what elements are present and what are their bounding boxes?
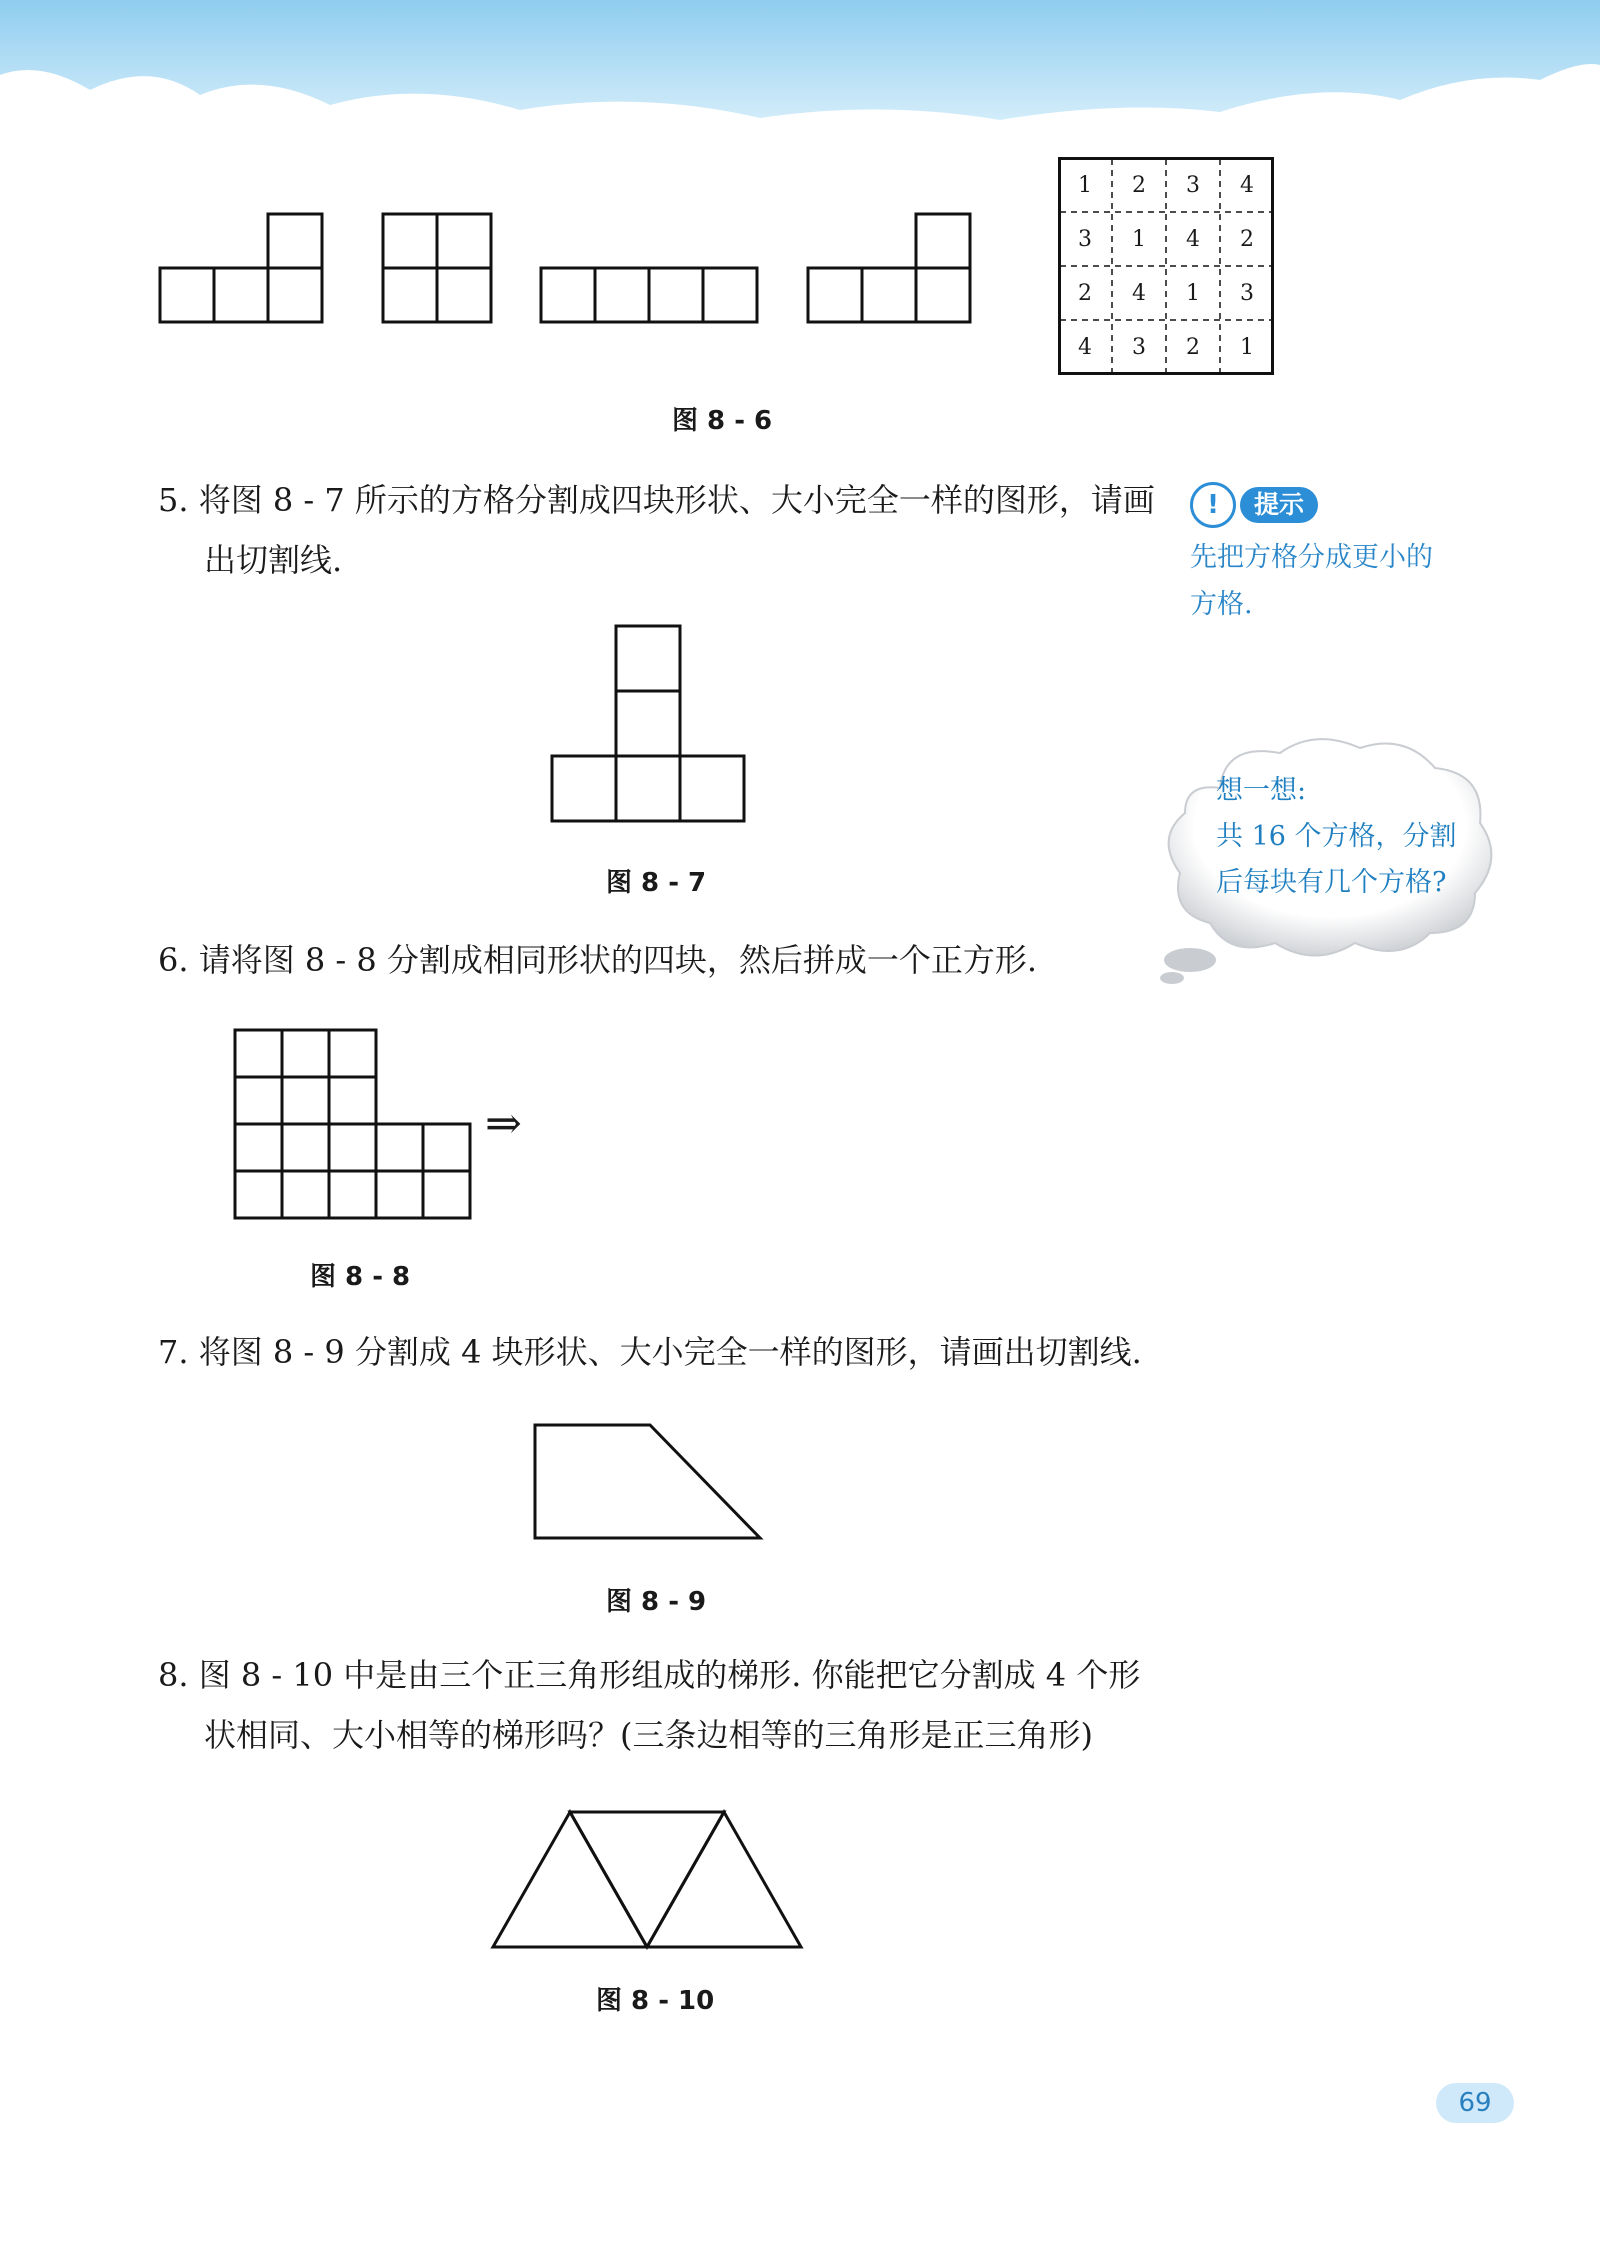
question-7 — [158, 1322, 1168, 1382]
figure-8-6-caption: 图 8 - 6 — [672, 406, 773, 436]
question-7-line1: 将图 8 - 9 分割成 4 块形状、大小完全一样的图形，请画出切割线. — [198, 1333, 1142, 1371]
figure-8-8-grid-shape — [230, 1025, 475, 1225]
figure-8-9-trapezoid — [530, 1420, 770, 1545]
grid-cell: 1 — [1186, 281, 1200, 306]
grid-cell: 1 — [1078, 173, 1092, 198]
tip-box — [1190, 482, 1490, 628]
grid-cell: 2 — [1132, 173, 1146, 198]
exclamation-icon: ! — [1190, 482, 1236, 528]
grid-cell: 1 — [1132, 227, 1146, 252]
question-6-line1: 请将图 8 - 8 分割成相同形状的四块，然后拼成一个正方形. — [198, 941, 1038, 979]
grid-cell: 2 — [1078, 281, 1092, 306]
question-6 — [158, 930, 1168, 990]
figure-8-6-shapes — [150, 205, 980, 335]
thought-cloud-text — [1216, 768, 1457, 906]
question-8-number: 8. — [158, 1656, 189, 1694]
figure-8-7-t-shape — [545, 622, 751, 830]
grid-cell: 2 — [1240, 227, 1254, 252]
question-5 — [158, 470, 1168, 590]
tip-line-1: 先把方格分成更小的 — [1190, 542, 1433, 573]
question-8-line1: 图 8 - 10 中是由三个正三角形组成的梯形. 你能把它分割成 4 个形 — [198, 1656, 1141, 1694]
grid-cell: 3 — [1186, 173, 1200, 198]
figure-8-6-number-grid — [1058, 157, 1274, 375]
grid-cell: 1 — [1240, 335, 1254, 360]
grid-cell: 3 — [1240, 281, 1254, 306]
figure-8-10-caption: 图 8 - 10 — [596, 1986, 715, 2016]
header-sky-banner — [0, 0, 1600, 150]
figure-8-10-triangles-trapezoid — [485, 1802, 805, 1952]
grid-cell: 3 — [1078, 227, 1092, 252]
grid-cell: 4 — [1132, 281, 1146, 306]
question-6-number: 6. — [158, 941, 189, 979]
cloud-line-1: 想一想: — [1216, 775, 1307, 806]
question-8-line2: 状相同、大小相等的梯形吗？(三条边相等的三角形是正三角形) — [204, 1716, 1093, 1754]
figure-8-9-caption: 图 8 - 9 — [606, 1587, 707, 1617]
question-8 — [158, 1645, 1168, 1765]
page-number: 69 — [1436, 2083, 1514, 2123]
cloud-line-3: 后每块有几个方格? — [1216, 867, 1447, 898]
question-5-line2: 出切割线. — [204, 541, 343, 579]
grid-cell: 4 — [1078, 335, 1092, 360]
grid-cell: 4 — [1186, 227, 1200, 252]
grid-cell: 2 — [1186, 335, 1200, 360]
figure-8-8-arrow: ⇒ — [485, 1098, 522, 1149]
grid-cell: 3 — [1132, 335, 1146, 360]
tip-badge: 提示 — [1240, 487, 1318, 523]
question-7-number: 7. — [158, 1333, 189, 1371]
grid-cell: 4 — [1240, 173, 1254, 198]
question-5-number: 5. — [158, 481, 189, 519]
cloud-line-2: 共 16 个方格，分割 — [1216, 821, 1457, 852]
tip-line-2: 方格. — [1190, 589, 1253, 620]
question-5-line1: 将图 8 - 7 所示的方格分割成四块形状、大小完全一样的图形，请画 — [198, 481, 1155, 519]
figure-8-7-caption: 图 8 - 7 — [606, 868, 707, 898]
figure-8-8-caption: 图 8 - 8 — [310, 1262, 411, 1292]
